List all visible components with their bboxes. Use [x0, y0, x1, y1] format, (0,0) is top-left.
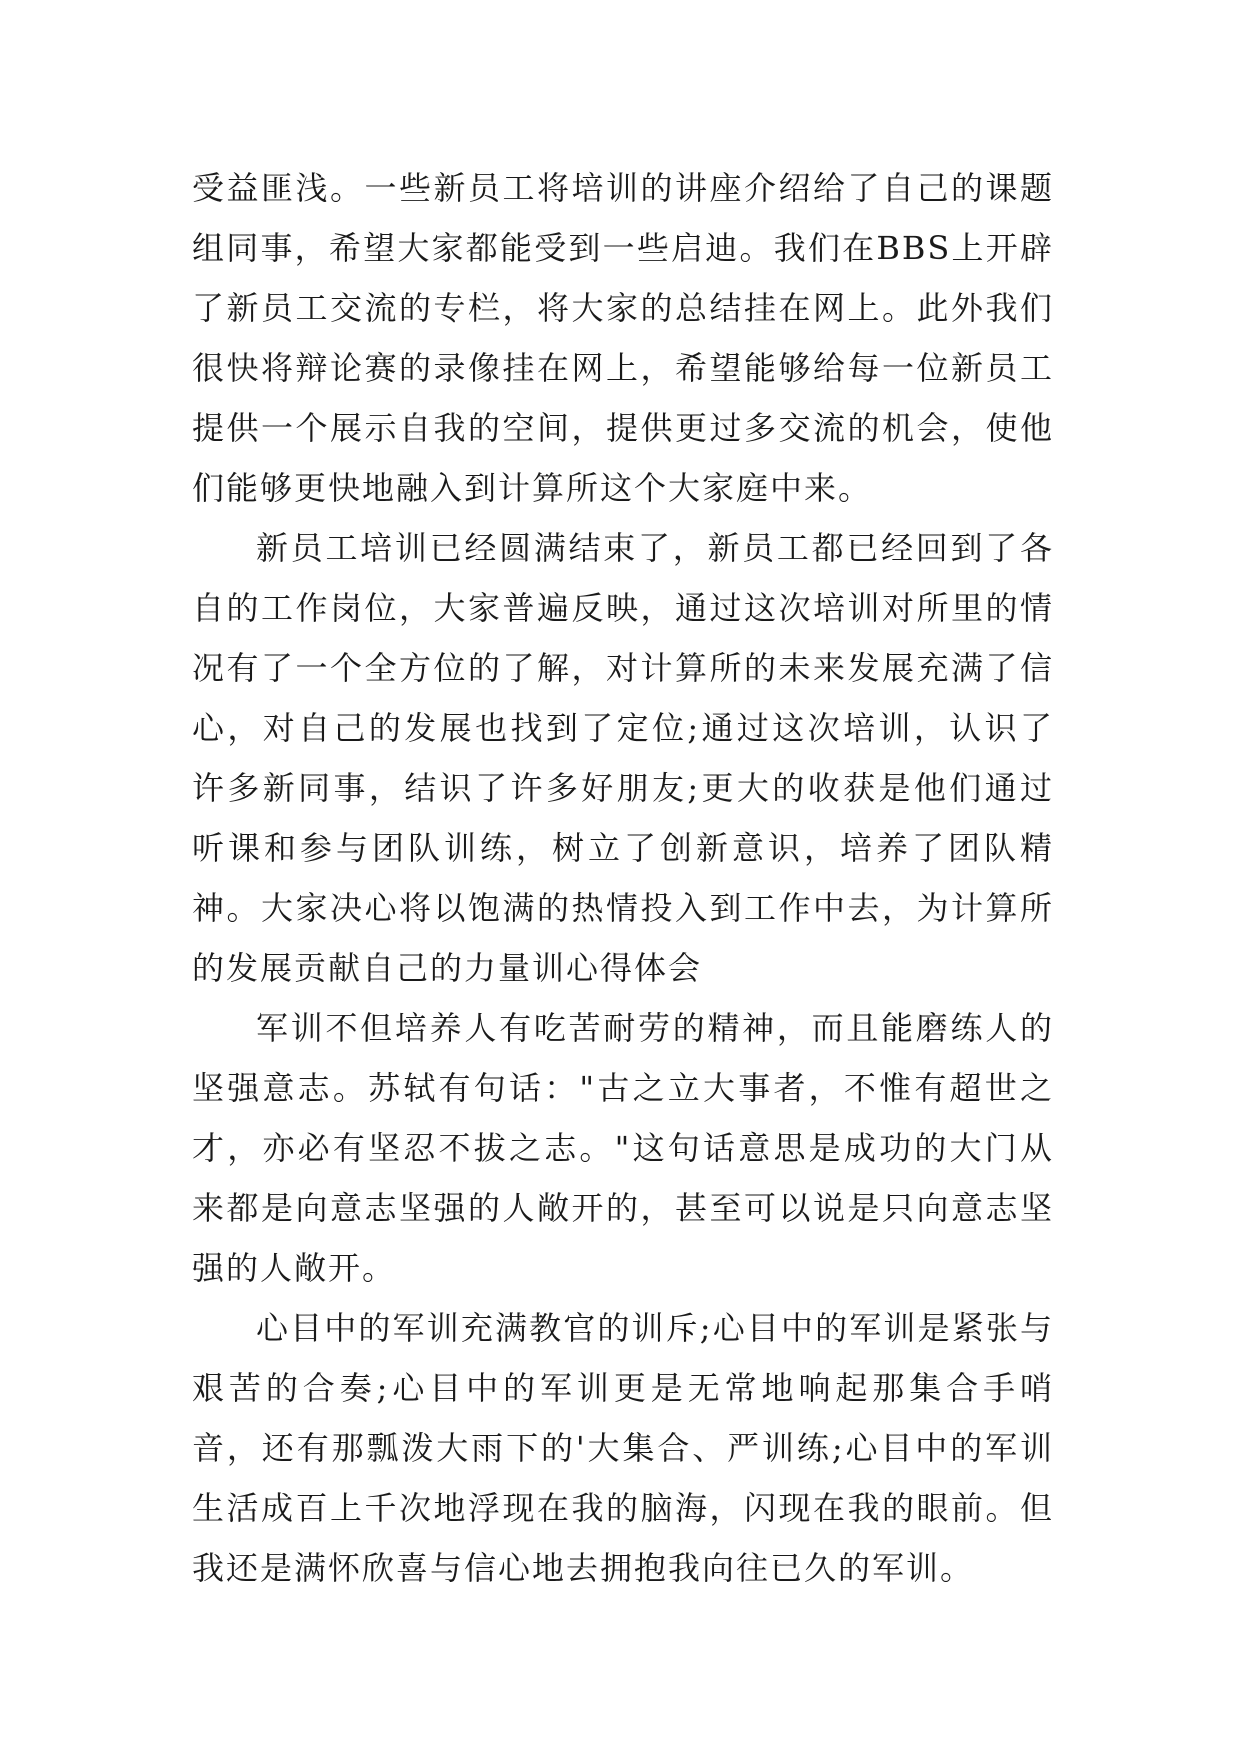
paragraph-1: 受益匪浅。一些新员工将培训的讲座介绍给了自己的课题组同事，希望大家都能受到一些启迪。我们在BBS上开辟了新员工交流的专栏，将大家的总结挂在网上。此外我们很快将辩论赛的录像挂在网上，希望能够给每一位新员工提供一个展示自我的空间，提供更过多交流的机会，使他们能够更快地融入到计算所这个大家庭中来。	[192, 169, 1054, 507]
document-body	[192, 158, 1054, 1598]
paragraph-4: 心目中的军训充满教官的训斥;心目中的军训是紧张与艰苦的合奏;心目中的军训更是无常地响起那集合手哨音，还有那瓢泼大雨下的'大集合、严训练;心目中的军训生活成百上千次地浮现在我的脑海，闪现在我的眼前。但我还是满怀欣喜与信心地去拥抱我向往已久的军训。	[192, 1309, 1054, 1587]
paragraph-3: 军训不但培养人有吃苦耐劳的精神，而且能磨练人的坚强意志。苏轼有句话："古之立大事者，不惟有超世之才，亦必有坚忍不拔之志。"这句话意思是成功的大门从来都是向意志坚强的人敞开的，甚至可以说是只向意志坚强的人敞开。	[192, 1009, 1054, 1287]
paragraph-2: 新员工培训已经圆满结束了，新员工都已经回到了各自的工作岗位，大家普遍反映，通过这次培训对所里的情况有了一个全方位的了解，对计算所的未来发展充满了信心，对自己的发展也找到了定位;通过这次培训，认识了许多新同事，结识了许多好朋友;更大的收获是他们通过听课和参与团队训练，树立了创新意识，培养了团队精神。大家决心将以饱满的热情投入到工作中去，为计算所的发展贡献自己的力量训心得体会	[192, 529, 1054, 987]
